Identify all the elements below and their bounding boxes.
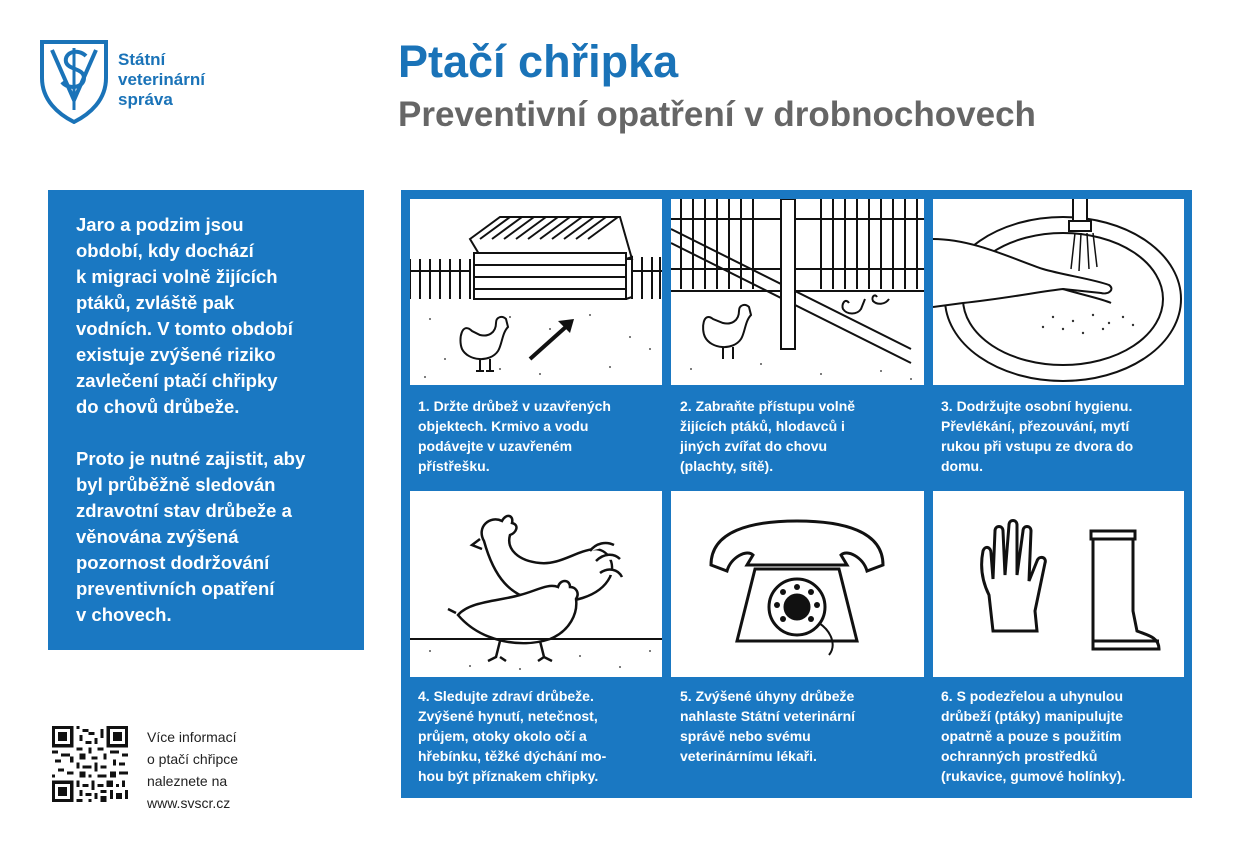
text-line: Proto je nutné zajistit, aby bbox=[76, 448, 306, 469]
text-line: preventivních opatření bbox=[76, 578, 275, 599]
text-line: naleznete na bbox=[147, 773, 228, 789]
step-4-caption bbox=[418, 686, 658, 786]
chickens-icon bbox=[410, 491, 662, 677]
coop-icon bbox=[410, 199, 662, 385]
step-3-caption bbox=[941, 396, 1181, 476]
svs-logo bbox=[38, 38, 238, 128]
text-line: nahlaste Státní veterinární bbox=[680, 708, 856, 724]
text-line: Více informací bbox=[147, 729, 237, 745]
text-line: 5. Zvýšené úhyny drůbeže bbox=[680, 688, 855, 704]
intro-paragraph-1 bbox=[76, 212, 340, 420]
text-line: zavlečení ptačí chřipky bbox=[76, 370, 278, 391]
text-line: (plachty, sítě). bbox=[680, 458, 774, 474]
text-line: období, kdy dochází bbox=[76, 240, 254, 261]
text-line: k migraci volně žijících bbox=[76, 266, 278, 287]
text-line: objektech. Krmivo a vodu bbox=[418, 418, 589, 434]
text-line: existuje zvýšené riziko bbox=[76, 344, 276, 365]
text-line: drůbeží (ptáky) manipulujte bbox=[941, 708, 1124, 724]
text-line: jiných zvířat do chovu bbox=[680, 438, 828, 454]
gloves-boots-icon bbox=[933, 491, 1184, 677]
text-line: ochranných prostředků bbox=[941, 748, 1098, 764]
text-line: 3. Dodržujte osobní hygienu. bbox=[941, 398, 1133, 414]
telephone-icon bbox=[671, 491, 924, 677]
logo-line: Státní bbox=[118, 50, 166, 69]
text-line: 6. S podezřelou a uhynulou bbox=[941, 688, 1124, 704]
text-line: 1. Držte drůbež v uzavřených bbox=[418, 398, 611, 414]
text-line: ptáků, zvláště pak bbox=[76, 292, 235, 313]
text-line: podávejte v uzavřeném bbox=[418, 438, 573, 454]
text-line: žijících ptáků, hlodavců i bbox=[680, 418, 845, 434]
more-info-text bbox=[147, 726, 238, 814]
text-line: správě nebo svému bbox=[680, 728, 811, 744]
text-line: veterinárnímu lékaři. bbox=[680, 748, 817, 764]
fence-net-icon bbox=[671, 199, 924, 385]
text-line: opatrně a pouze s použitím bbox=[941, 728, 1122, 744]
text-line: rukou při vstupu ze dvora do bbox=[941, 438, 1134, 454]
step-5-caption bbox=[680, 686, 920, 766]
step-2-caption bbox=[680, 396, 920, 476]
logo-line: veterinární bbox=[118, 70, 205, 89]
text-line: o ptačí chřipce bbox=[147, 751, 239, 767]
text-line: zdravotní stav drůbeže a bbox=[76, 500, 292, 521]
text-line: Zvýšené hynutí, netečnost, bbox=[418, 708, 598, 724]
hand-washing-icon bbox=[933, 199, 1184, 385]
text-line: přístřešku. bbox=[418, 458, 490, 474]
text-line: hřebínku, těžké dýchání mo- bbox=[418, 748, 607, 764]
page-subtitle: Preventivní opatření v drobnochovech bbox=[398, 95, 1036, 134]
text-line: Převlékání, přezouvání, mytí bbox=[941, 418, 1130, 434]
text-line: věnována zvýšená bbox=[76, 526, 239, 547]
steps-grid bbox=[401, 190, 1192, 798]
page-title: Ptačí chřipka bbox=[398, 36, 679, 87]
text-line: (rukavice, gumové holínky). bbox=[941, 768, 1126, 784]
text-line: do chovů drůbeže. bbox=[76, 396, 240, 417]
text-line: domu. bbox=[941, 458, 983, 474]
text-line: 2. Zabraňte přístupu volně bbox=[680, 398, 856, 414]
shield-icon bbox=[38, 38, 110, 124]
logo-text bbox=[118, 50, 205, 110]
step-1-caption bbox=[418, 396, 658, 476]
text-line: v chovech. bbox=[76, 604, 172, 625]
qr-code-icon[interactable] bbox=[52, 726, 128, 802]
step-6-caption bbox=[941, 686, 1181, 786]
text-line: vodních. V tomto období bbox=[76, 318, 293, 339]
intro-paragraph-2 bbox=[76, 446, 340, 628]
intro-box bbox=[48, 190, 364, 650]
text-line: průjem, otoky okolo očí a bbox=[418, 728, 587, 744]
text-line: Jaro a podzim jsou bbox=[76, 214, 244, 235]
text-line: byl průběžně sledován bbox=[76, 474, 276, 495]
text-line: hou být příznakem chřipky. bbox=[418, 768, 599, 784]
text-line: pozornost dodržování bbox=[76, 552, 270, 573]
website-link[interactable]: www.svscr.cz bbox=[147, 795, 231, 811]
logo-line: správa bbox=[118, 90, 173, 109]
text-line: 4. Sledujte zdraví drůbeže. bbox=[418, 688, 594, 704]
